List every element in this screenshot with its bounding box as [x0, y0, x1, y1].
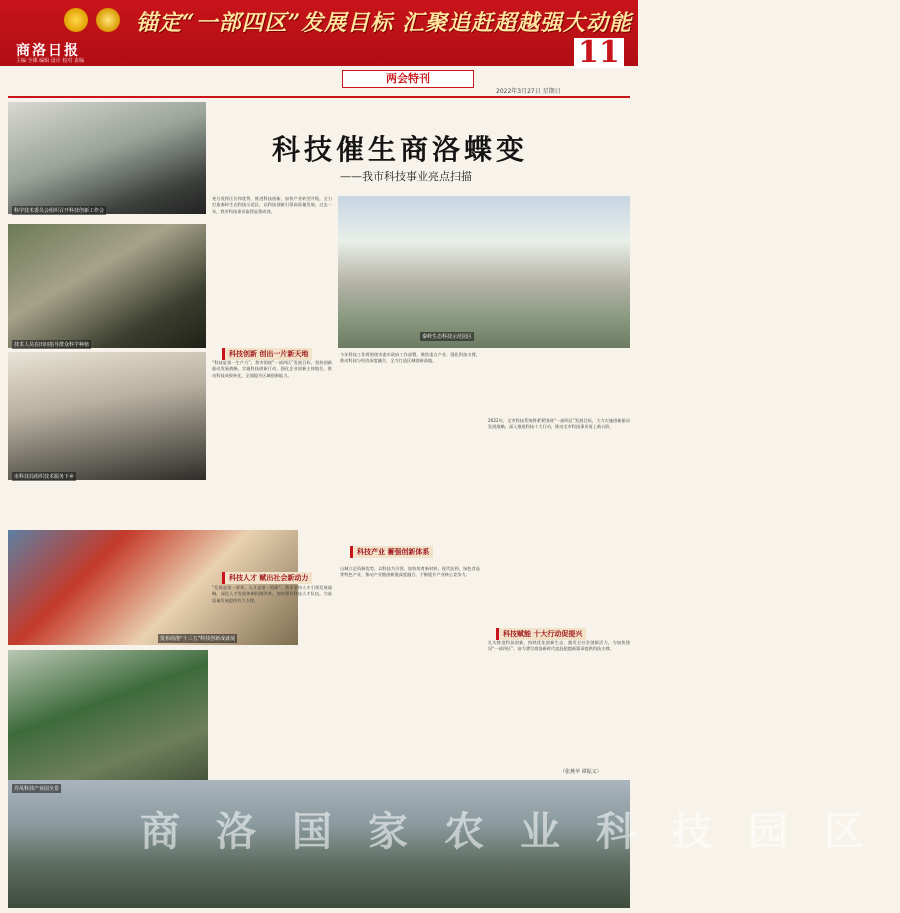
page-number: 11: [574, 38, 624, 68]
meeting-photo: [8, 102, 206, 214]
party-emblem-icon: [64, 8, 88, 32]
body-text: 今年科技工作将围绕市委市政府工作部署，聚焦重点产业，强化科技支撑，推动科技与经济深度融合，全力打造区域创新高地。: [340, 352, 480, 364]
body-text: 山城立足资源优势，以科技为引领，加快培育新材料、现代医药、绿色食品等特色产业，推动产业链创新链深度融合，不断提升产业核心竞争力。: [340, 566, 480, 578]
photo-caption: 秦岭生态科技示范园区: [422, 334, 473, 340]
photo-caption: 技术人员在田间指导群众科学种植: [14, 342, 90, 348]
newspaper-name: 商洛日报: [16, 43, 80, 59]
section-heading: 科技产业 蓄强创新体系: [350, 546, 433, 558]
page-subtitle: ——我市科技事业亮点扫描: [340, 170, 472, 183]
section-heading: 科技创新 创出一片新天地: [222, 348, 312, 360]
aerial-park-photo: [338, 196, 630, 348]
body-text: 扎实推进科技创新，持续优化创新生态，激发全社会创新活力，为加快建设“一部四区”、奋力谱写商洛新时代追赶超越新篇章提供科技支撑。: [488, 640, 630, 652]
section-heading: 科技人才 赋出社会新动力: [222, 572, 312, 584]
body-text: “科技是第一生产力”。我市围绕“一部四区”发展目标，坚持创新驱动发展战略，实施科技创新行动，强化企业创新主体地位，推动科技成果转化，全面提升区域创新能力。: [212, 360, 332, 378]
masthead-slogan: 锚定“一部四区”发展目标 汇聚追赶超越强大动能: [136, 10, 632, 36]
header-rule: [8, 96, 630, 98]
section-heading: 科技赋能 十大行动促提兴: [496, 628, 586, 640]
body-text: 2022年，全市科技系统将紧紧围绕“一部四区”发展目标，大力实施创新驱动发展战略，深入推进科技十大行动，推动全市科技事业再上新台阶。: [488, 418, 630, 430]
body-text: 充分发挥区位和优势，推进科技创新，加快产业转型升级，全力打造秦岭生态科技示范区，以科技创新引领高质量发展。过去一年，我市科技事业取得显著成效。: [212, 196, 332, 214]
body-text: “发展是第一要务，人才是第一资源”。我市坚持人才引领发展战略，深化人才发展体制机制改革，加快建设科技人才队伍，为高质量发展提供有力支撑。: [212, 585, 332, 603]
section-tag: 两会特刊: [342, 70, 474, 88]
photo-caption: 科学技术委员会组织召开科技创新工作会: [14, 208, 105, 214]
editor-credits: 主编 全媒 编辑 设计 校对 责编: [16, 58, 84, 64]
field-guidance-photo: [8, 224, 206, 348]
banner-text: 商洛国家农业科技园区: [140, 808, 900, 855]
tech-service-photo: [8, 352, 206, 480]
industrial-park-photo: [8, 650, 208, 792]
dateline: 2022年3月27日 星期日: [496, 88, 561, 95]
photo-caption: 丹凤科技产业园全景: [14, 786, 60, 792]
photo-caption: 市科技局组织技术服务下乡: [14, 474, 75, 480]
page-title: 科技催生商洛蝶变: [271, 133, 528, 166]
byline: （张燕苹 谭振义）: [560, 769, 602, 775]
cppcc-emblem-icon: [96, 8, 120, 32]
photo-caption: 发布商洛“十三五”科技创新成就展: [160, 636, 236, 642]
